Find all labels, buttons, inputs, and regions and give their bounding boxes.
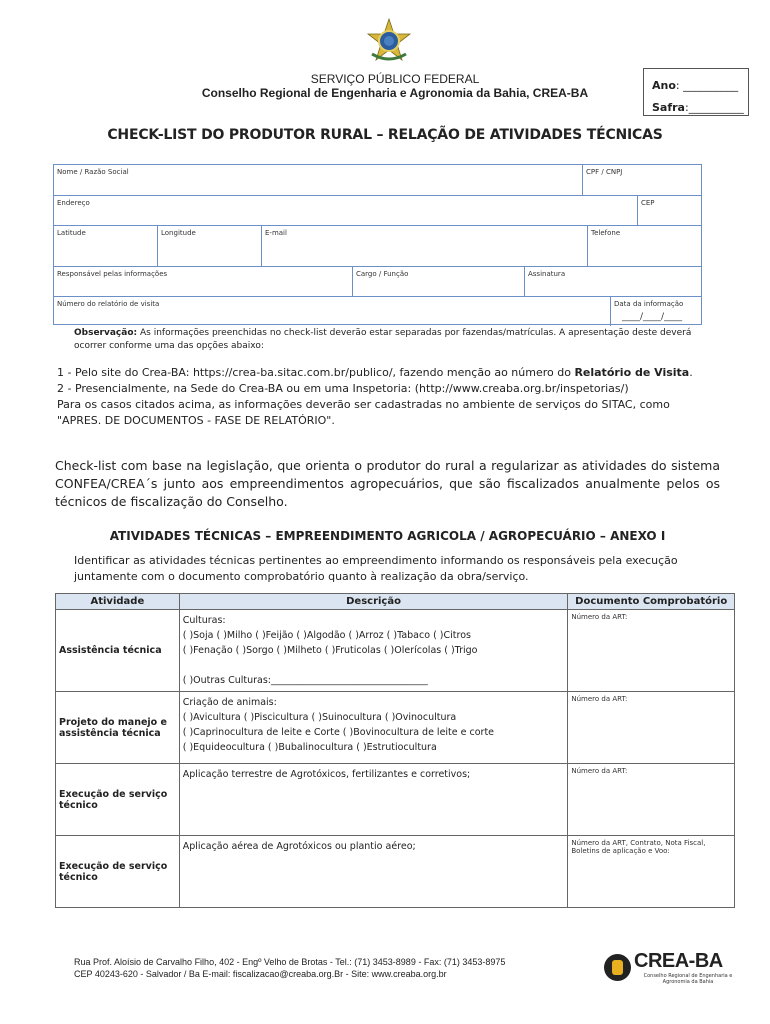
footer-line-1: Rua Prof. Aloísio de Carvalho Filho, 402 - Engº Velho de Brotas - Tel.: (71) 3453-8989 - Fax: (71) 3453-8975 bbox=[74, 957, 506, 967]
observation-text: As informações preenchidas no check-list deverão estar separadas por fazendas/matrículas. A apresentação deste deverá ocorrer conforme uma das opções abaixo: bbox=[74, 328, 692, 351]
data-info-blank: ____/____/____ bbox=[622, 312, 683, 322]
header-descricao: Descrição bbox=[179, 594, 568, 610]
data-info-field[interactable] bbox=[610, 297, 701, 326]
longitude-field[interactable]: Longitude bbox=[157, 226, 261, 266]
row-descricao bbox=[179, 610, 568, 692]
ano-label: Ano bbox=[652, 79, 676, 92]
intro-paragraph: Check-list com base na legislação, que orienta o produtor do rural a regularizar as atividades do sistema CONFEA/CREA´s junto aos empreendimentos agropecuários, que são fiscalizados anualmente pelos os técnicos de fiscalização do Conselho. bbox=[55, 458, 720, 509]
row-atividade: Execução de serviço técnico bbox=[56, 764, 180, 836]
submission-options bbox=[57, 365, 707, 429]
cpf-field[interactable]: CPF / CNPJ bbox=[582, 165, 701, 195]
nome-field[interactable]: Nome / Razão Social bbox=[57, 168, 129, 176]
desc-line[interactable]: ( )Fenação ( )Sorgo ( )Milheto ( )Fruticolas ( )Olerícolas ( )Trigo bbox=[182, 645, 478, 656]
crea-emblem-icon bbox=[604, 954, 631, 981]
row-atividade: Projeto do manejo e assistência técnica bbox=[56, 692, 180, 764]
producer-form bbox=[53, 164, 702, 325]
cep-field[interactable]: CEP bbox=[637, 196, 701, 225]
desc-line[interactable]: ( )Caprinocultura de leite e Corte ( )Bovinocultura de leite e corte bbox=[182, 727, 495, 738]
row-descricao bbox=[179, 836, 568, 908]
data-info-label: Data da informação bbox=[614, 300, 684, 308]
latitude-field[interactable]: Latitude bbox=[57, 229, 86, 237]
email-field[interactable]: E-mail bbox=[261, 226, 587, 266]
option-1-bold: Relatório de Visita bbox=[574, 366, 690, 379]
identify-instructions: Identificar as atividades técnicas pertinentes ao empreendimento informando os responsáveis pela execução juntamente com o documento comprobatório quanto à realização da obra/serviço. bbox=[74, 554, 678, 583]
observation-note bbox=[74, 327, 714, 353]
option-1-end: . bbox=[689, 366, 693, 379]
row-atividade: Assistência técnica bbox=[56, 610, 180, 692]
telefone-field[interactable]: Telefone bbox=[587, 226, 701, 266]
row-atividade: Execução de serviço técnico bbox=[56, 836, 180, 908]
responsavel-field[interactable]: Responsável pelas informações bbox=[57, 270, 168, 278]
desc-line bbox=[183, 658, 565, 673]
option-note: Para os casos citados acima, as informações deverão ser cadastradas no ambiente de serviços do SITAC, como "APRES. DE DOCUMENTOS - FASE DE RELATÓRIO". bbox=[57, 398, 670, 427]
header-documento: Documento Comprobatório bbox=[568, 594, 735, 610]
page-title: CHECK-LIST DO PRODUTOR RURAL – RELAÇÃO DE ATIVIDADES TÉCNICAS bbox=[107, 127, 663, 143]
section-subtitle: ATIVIDADES TÉCNICAS – EMPREENDIMENTO AGRICOLA / AGROPECUÁRIO – ANEXO I bbox=[109, 529, 666, 543]
row-descricao bbox=[179, 764, 568, 836]
desc-line: Aplicação terrestre de Agrotóxicos, fertilizantes e corretivos; bbox=[182, 769, 471, 780]
footer-address bbox=[74, 956, 594, 980]
desc-line[interactable]: ( )Equideocultura ( )Bubalinocultura ( )Estrutiocultura bbox=[182, 742, 437, 753]
crea-ba-logo bbox=[604, 952, 736, 986]
row-documento[interactable]: Número da ART: bbox=[568, 692, 735, 764]
endereco-field[interactable]: Endereço bbox=[57, 199, 90, 207]
observation-label: Observação: bbox=[74, 328, 138, 338]
desc-line: Culturas: bbox=[182, 615, 226, 626]
cargo-field[interactable]: Cargo / Função bbox=[352, 267, 524, 296]
ano-value[interactable]: : __________ bbox=[675, 79, 739, 92]
row-documento[interactable]: Número da ART, Contrato, Nota Fiscal, Boletins de aplicação e Voo: bbox=[568, 836, 735, 908]
desc-line[interactable]: ( )Avicultura ( )Piscicultura ( )Suinocultura ( )Ovinocultura bbox=[182, 712, 457, 723]
assinatura-field[interactable]: Assinatura bbox=[524, 267, 701, 296]
activities-table bbox=[55, 593, 735, 908]
header-council: Conselho Regional de Engenharia e Agronomia da Bahia, CREA-BA bbox=[201, 86, 589, 100]
logo-text: CREA-BA bbox=[634, 950, 723, 972]
row-documento[interactable]: Número da ART: bbox=[568, 764, 735, 836]
table-row bbox=[56, 610, 735, 692]
option-1-text: 1 - Pelo site do Crea-BA: https://crea-ba.sitac.com.br/publico/, fazendo menção ao número do bbox=[57, 366, 575, 379]
relatorio-field[interactable]: Número do relatório de visita bbox=[57, 300, 160, 308]
footer-line-2: CEP 40243-620 - Salvador / Ba E-mail: fiscalizacao@creaba.org.Br - Site: www.creaba.org.br bbox=[74, 969, 447, 979]
desc-line[interactable]: ( )Outras Culturas:_________________________________ bbox=[182, 675, 428, 686]
row-descricao bbox=[179, 692, 568, 764]
brasil-coat-of-arms-icon bbox=[366, 18, 412, 64]
ano-safra-box bbox=[643, 68, 749, 116]
desc-line: Aplicação aérea de Agrotóxicos ou plantio aéreo; bbox=[182, 841, 416, 852]
safra-label: Safra bbox=[652, 101, 685, 114]
logo-subtitle: Conselho Regional de Engenharia e Agronomia da Bahia bbox=[643, 973, 733, 985]
option-2: 2 - Presencialmente, na Sede do Crea-BA ou em uma Inspetoria: (http://www.creaba.org.br/inspetorias/) bbox=[57, 382, 629, 395]
safra-value[interactable]: :__________ bbox=[684, 101, 744, 114]
table-row bbox=[56, 836, 735, 908]
table-row bbox=[56, 692, 735, 764]
table-header-row bbox=[56, 594, 735, 610]
option-1 bbox=[57, 365, 707, 381]
row-documento[interactable]: Número da ART: bbox=[568, 610, 735, 692]
desc-line: Criação de animais: bbox=[182, 697, 277, 708]
header-service: SERVIÇO PÚBLICO FEDERAL bbox=[310, 72, 480, 86]
desc-line[interactable]: ( )Soja ( )Milho ( )Feijão ( )Algodão ( )Arroz ( )Tabaco ( )Citros bbox=[182, 630, 471, 641]
header-atividade: Atividade bbox=[56, 594, 180, 610]
table-row bbox=[56, 764, 735, 836]
